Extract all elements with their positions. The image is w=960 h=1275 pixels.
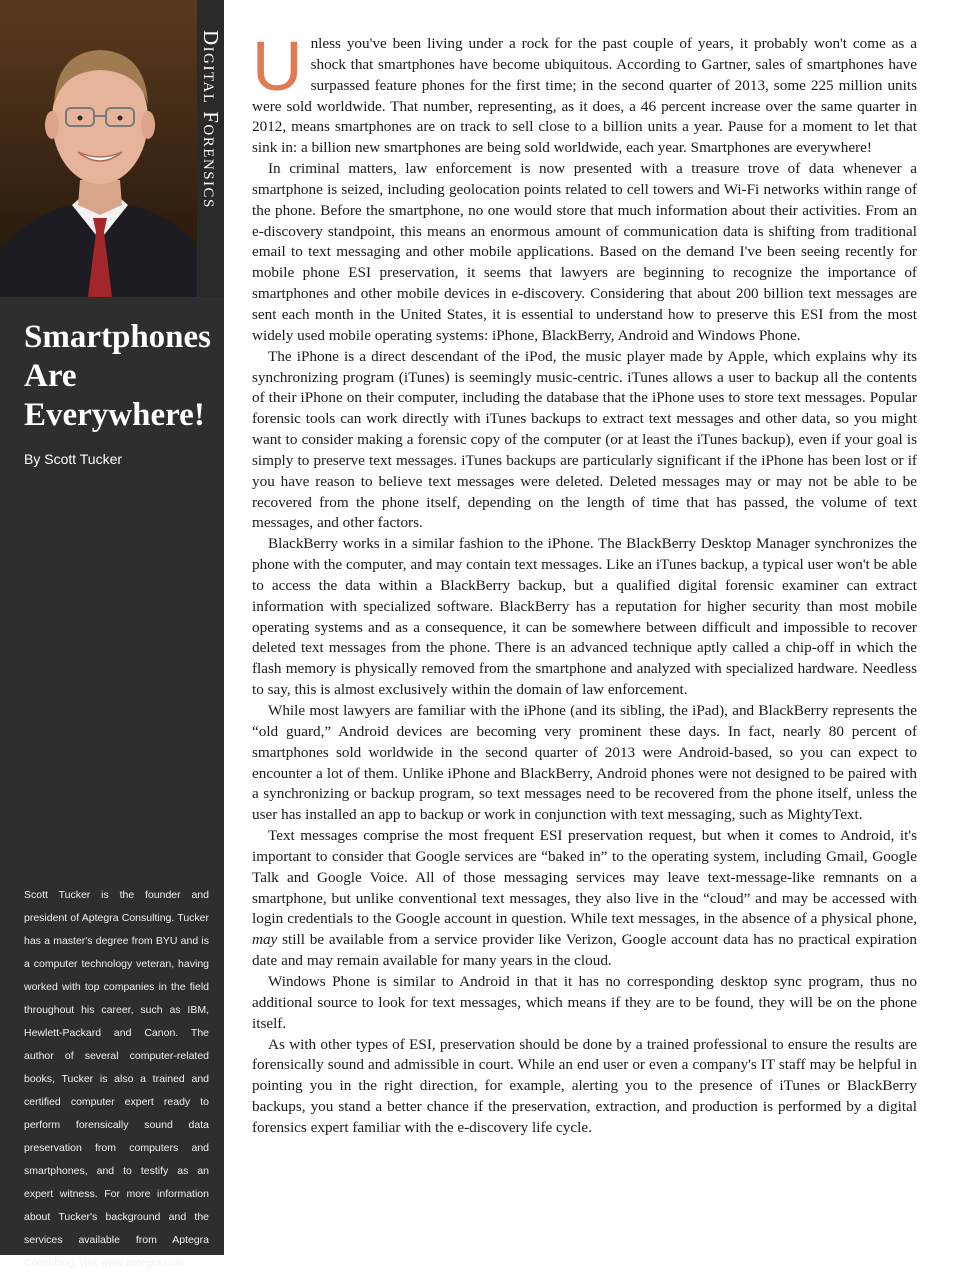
article-title: Smartphones Are Everywhere!	[24, 319, 212, 433]
paragraph-1: Unless you've been living under a rock for the past couple of years, it probably won't come as a shock that smartphones have become ubiquitous. According to Gartner, sales of smartphones have surpassed feature phones for the first time; in the second quarter of 2013, some 225 million units were sold worldwide. That number, representing, as it does, a 46 percent increase over the same quarter in 2012, means smartphones are on track to sell close to a billion units a year. Pause for a moment to let that sink in: a billion new smartphones are being sold worldwide, each year. Smartphones are everywhere!	[252, 27, 917, 157]
paragraph-6: Text messages comprise the most frequent ESI preservation request, but when it comes to Android, it's important to consider that Google services are “baked in” to the operating system, including Gmail, Google Talk and Google Voice. All of those messaging services may leave text-message-like remnants on a smartphone, but unlike conventional text messages, they also live in the “cloud” and may be accessed with login credentials to the Google account in question. While text messages, in the absence of a physical phone, may still be available from a service provider like Verizon, Google account data has no practical expiration date and may remain available for many years in the cloud.	[252, 827, 917, 970]
section-label-text: Digital Forensics	[199, 30, 223, 209]
section-label	[197, 0, 224, 297]
paragraph-7: Windows Phone is similar to Android in that it has no corresponding desktop sync program, thus no additional source to look for text messages, which means if they are to be found, they will be on the phone itself.	[252, 972, 917, 1032]
drop-cap: U	[252, 27, 303, 105]
paragraph-5: While most lawyers are familiar with the iPhone (and its sibling, the iPad), and BlackBerry represents the “old guard,” Android devices are becoming very prominent these days. In fact, nearly 80 percent of smartphones sold worldwide in the second quarter of 2013 were Android-based, so you can expect to encounter a lot of them. Unlike iPhone and BlackBerry, Android phones were not designed to be paired with a synchronizing or backup program, so text messages need to be recovered from the phone itself, unless the user has installed an app to backup or work in conjunction with text messaging, such as MightyText.	[252, 702, 917, 824]
author-bio: Scott Tucker is the founder and president of Aptegra Consulting. Tucker has a master's degree from BYU and is a computer technology veteran, having worked with top companies in the field throughout his career, such as IBM, Hewlett-Packard and Canon. The author of several computer-related books, Tucker is also a trained and certified computer expert ready to perform forensically sound data preservation from computers and smartphones, and to testify as an expert witness. For more information about Tucker's background and the services available from Aptegra Consulting, visit www.aptegra.com.	[24, 889, 209, 1269]
paragraph-2: In criminal matters, law enforcement is now presented with a treasure trove of data whenever a smartphone is seized, including geolocation points related to cell towers and Wi-Fi networks within range of the phone. Before the smartphone, no one would store that much information about their activities. From an e-discovery standpoint, this means an enormous amount of communication data is shifting from traditional email to text messaging and other mobile applications. Based on the demand I've been seeing recently for mobile phone ESI preservation, it seems that lawyers are beginning to recognize the importance of smartphones and other mobile devices in e-discovery. Considering that about 200 billion text messages are sent each month in the United States, it is essential to understand how to preserve this ESI from the most widely used mobile operating systems: iPhone, BlackBerry, Android and Windows Phone.	[252, 160, 917, 344]
article-body	[252, 27, 918, 1139]
author-photo	[0, 0, 197, 297]
author-portrait-illustration	[0, 0, 197, 297]
paragraph-4: BlackBerry works in a similar fashion to the iPhone. The BlackBerry Desktop Manager synchronizes the phone with the computer, and may contain text messages. Like an iTunes backup, a typical user won't be able to access the data within a BlackBerry backup, but a qualified digital forensic examiner can extract information with specialized software. BlackBerry has a reputation for higher security than most mobile operating systems and as a consequence, it can be somewhere between difficult and impossible to recover deleted text messages from the phone. There is an advanced technique aptly called a chip-off in which the flash memory is physically removed from the smartphone and analyzed with specialized hardware. Needless to say, this is almost exclusively within the domain of law enforcement.	[252, 535, 918, 699]
paragraph-3: The iPhone is a direct descendant of the iPod, the music player made by Apple, which explains why its synchronizing program (iTunes) is seemingly music-centric. iTunes allows a user to backup all the contents of their iPhone on their computer, including the database that the iPhone uses to store text messages. Popular forensic tools can work directly with iTunes backups to extract text messages and other data, so you might want to consider making a forensic copy of the computer (or at least the iTunes backup), even if your goal is simply to preserve text messages. iTunes backups are particularly significant if the iPhone has been lost or if you have reason to believe text messages were deleted. Deleted messages may or may not be able to be recovered from the phone itself, depending on the length of time that has passed, the volume of text messages, and other factors.	[252, 347, 917, 532]
paragraph-8: As with other types of ESI, preservation should be done by a trained professional to ensure the results are forensically sound and admissible in court. While an end user or even a company's IT staff may be helpful in pointing you in the right direction, for example, alerting you to the presence of iTunes or BlackBerry backups, you stand a better chance if the preservation, extraction, and production is performed by a digital forensics expert familiar with the e-discovery life cycle.	[252, 1035, 917, 1136]
sidebar	[0, 0, 224, 1269]
byline: By Scott Tucker	[24, 451, 123, 467]
